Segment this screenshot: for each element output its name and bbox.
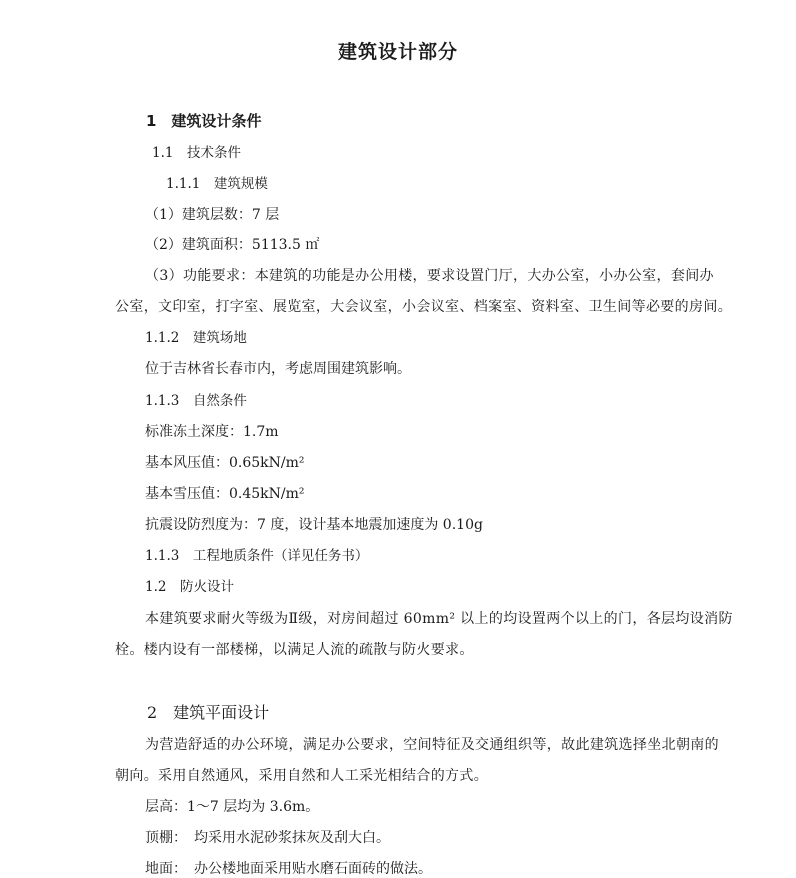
frost-depth-item: 标准冻土深度：1.7m bbox=[145, 424, 279, 440]
subsection-1-1-1-heading: 1.1.1 建筑规模 bbox=[166, 176, 268, 192]
layout-paragraph-line-2: 朝向。采用自然通风，采用自然和人工采光相结合的方式。 bbox=[115, 768, 489, 784]
subsection-1-1-3-natural-heading: 1.1.3 自然条件 bbox=[145, 393, 247, 409]
floors-item: （1）建筑层数：7 层 bbox=[145, 207, 280, 223]
function-paragraph-line-1: （3）功能要求：本建筑的功能是办公用楼，要求设置门厅，大办公室，小办公室，套间办 bbox=[145, 268, 714, 284]
section-1-heading: 1 建筑设计条件 bbox=[146, 112, 262, 130]
section-2-heading: 2 建筑平面设计 bbox=[147, 703, 270, 722]
layout-paragraph-line-1: 为营造舒适的办公环境，满足办公要求，空间特征及交通组织等，故此建筑选择坐北朝南的 bbox=[145, 737, 719, 753]
wind-pressure-item: 基本风压值：0.65kN/m² bbox=[145, 455, 305, 471]
page-title: 建筑设计部分 bbox=[337, 41, 458, 63]
seismic-item: 抗震设防烈度为：7 度，设计基本地震加速度为 0.10g bbox=[145, 517, 483, 533]
site-paragraph: 位于吉林省长春市内，考虑周围建筑影响。 bbox=[145, 361, 411, 377]
area-item: （2）建筑面积：5113.5 ㎡ bbox=[145, 237, 320, 253]
subsection-1-1-3-geology-heading: 1.1.3 工程地质条件（详见任务书） bbox=[145, 548, 369, 564]
ground-item: 地面： 办公楼地面采用贴水磨石面砖的做法。 bbox=[145, 861, 432, 877]
floor-height-item: 层高：1～7 层均为 3.6m。 bbox=[145, 799, 320, 815]
subsection-1-1-heading: 1.1 技术条件 bbox=[152, 145, 241, 161]
subsection-1-2-heading: 1.2 防火设计 bbox=[145, 579, 234, 595]
snow-pressure-item: 基本雪压值：0.45kN/m² bbox=[145, 486, 305, 502]
fire-paragraph-line-1: 本建筑要求耐火等级为Ⅱ级，对房间超过 60mm² 以上的均设置两个以上的门，各层均设消防 bbox=[145, 611, 733, 627]
ceiling-item: 顶棚： 均采用水泥砂浆抹灰及刮大白。 bbox=[145, 830, 390, 846]
subsection-1-1-2-heading: 1.1.2 建筑场地 bbox=[145, 330, 247, 346]
fire-paragraph-line-2: 栓。楼内设有一部楼梯，以满足人流的疏散与防火要求。 bbox=[115, 642, 474, 658]
function-paragraph-line-2: 公室，文印室，打字室、展览室，大会议室，小会议室、档案室、资料室、卫生间等必要的房间。 bbox=[115, 299, 733, 315]
